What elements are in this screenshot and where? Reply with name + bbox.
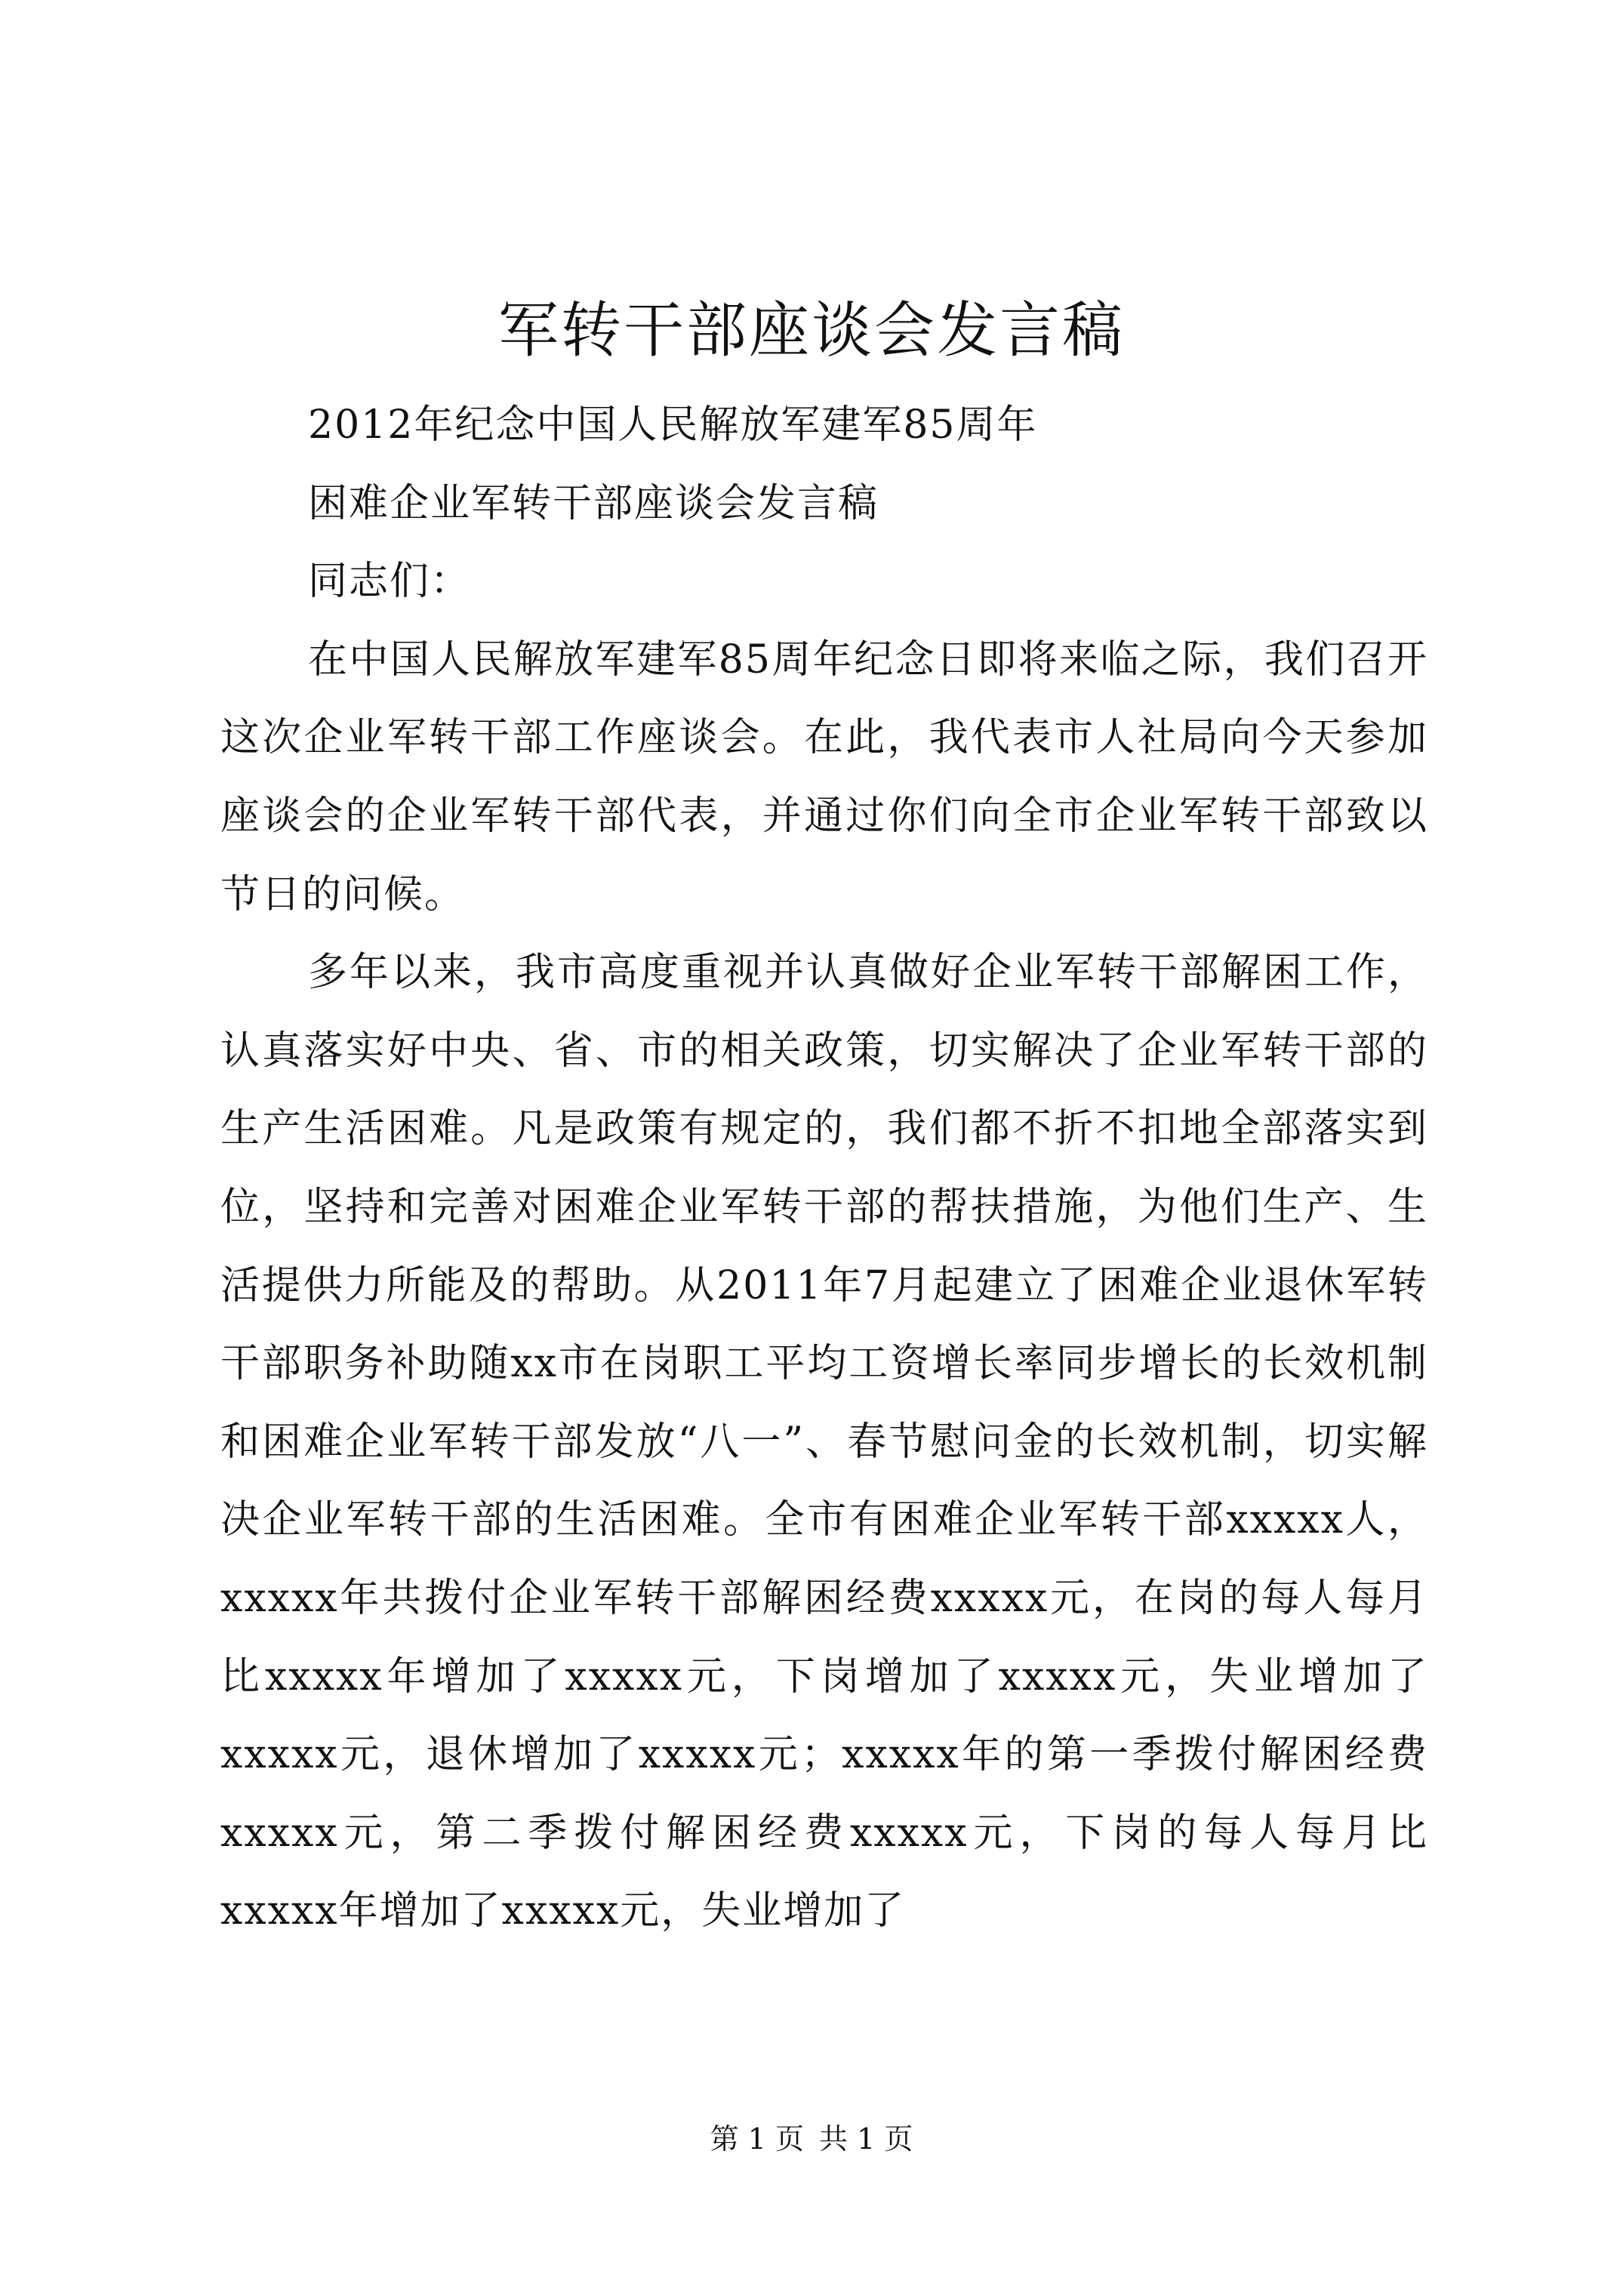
subtitle-line-1: 2012年纪念中国人民解放军建军85周年 xyxy=(308,402,1038,448)
document-title: 军转干部座谈会发言稿 xyxy=(498,295,1125,365)
document-body xyxy=(220,387,1428,1951)
paragraph-1: 在中国人民解放军建军85周年纪念日即将来临之际，我们召开这次企业军转干部工作座谈会。在此，我代表市人社局向今天参加座谈会的企业军转干部代表，并通过你们向全市企业军转干部致以节日的问候。 xyxy=(220,636,1428,917)
page-number: 第 1 页 xyxy=(710,2122,804,2156)
page-footer xyxy=(0,2120,1623,2158)
subtitle-line-2: 困难企业军转干部座谈会发言稿 xyxy=(308,480,879,526)
salutation: 同志们： xyxy=(308,559,472,605)
paragraph-2: 多年以来，我市高度重视并认真做好企业军转干部解困工作，认真落实好中央、省、市的相关政策，切实解决了企业军转干部的生产生活困难。凡是政策有规定的，我们都不折不扣地全部落实到位，坚持和完善对困难企业军转干部的帮扶措施，为他们生产、生活提供力所能及的帮助。从2011年7月起建立了困难企业退休军转干部职务补助随xx市在岗职工平均工资增长率同步增长的长效机制和困难企业军转干部发放“八一”、春节慰问金的长效机制，切实解决企业军转干部的生活困难。全市有困难企业军转干部xxxxx人，xxxxx年共拨付企业军转干部解困经费xxxxx元，在岗的每人每月比xxxxx年增加了xxxxx元，下岗增加了xxxxx元，失业增加了xxxxx元，退休增加了xxxxx元；xxxxx年的第一季拨付解困经费xxxxx元，第二季拨付解困经费xxxxx元，下岗的每人每月比xxxxx年增加了xxxxx元，失业增加了 xyxy=(220,950,1428,1934)
page-total: 共 1 页 xyxy=(819,2122,913,2156)
